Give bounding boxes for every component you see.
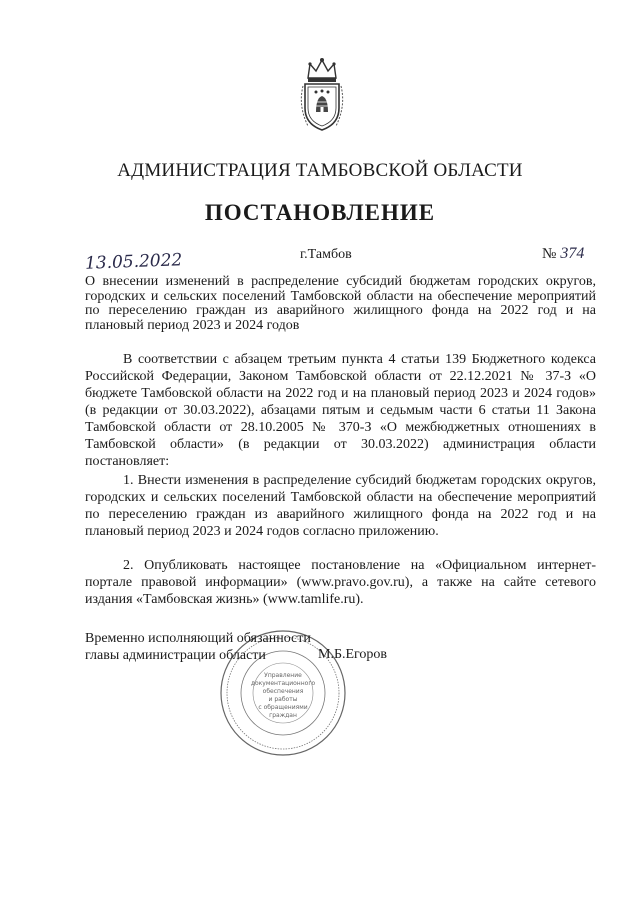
number-label: № (542, 246, 557, 262)
body-paragraph-preamble: В соответствии с абзацем третьим пункта 4 статьи 139 Бюджетного кодекса Российской Федерации, Законом Тамбовской области от 22.12.2021 № 37-З «О бюджете Тамбовской области на 2022 год и на плановый период 2023 и 2024 годов» (в редакции от 30.03.2022), абзацами пятым и седьмым части 6 статьи 11 Закона Тамбовской области от 28.10.2005 № 370-З «О межбюджетных отношениях в Тамбовской области» (в редакции от 30.03.2022) администрация области постановляет: (85, 352, 596, 469)
stamp-line-6: граждан (269, 712, 297, 719)
signature-block (85, 630, 311, 664)
stamp-line-2: документационного (250, 680, 316, 687)
body-paragraph-item-1: 1. Внести изменения в распределение субсидий бюджетам городских округов, городских и сельских поселений Тамбовской области на обеспечение мероприятий по переселению граждан из аварийного жилищного фонда на 2022 год и на плановый период 2023 и 2024 годов согласно приложению. (85, 473, 596, 539)
stamp-line-1: Управление (264, 672, 302, 679)
stamp-line-4: и работы (268, 696, 298, 703)
body-paragraph-item-2: 2. Опубликовать настоящее постановление на «Официальном интернет-портале правовой информации» (www.pravo.gov.ru), а также на сайте сетевого издания «Тамбовская жизнь» (www.tamlife.ru). (85, 558, 596, 607)
document-number (542, 245, 584, 263)
signature-position-line-2: главы администрации области (85, 648, 266, 663)
signatory-name: М.Б.Егоров (318, 647, 388, 662)
document-date: 13.05.2022 (84, 250, 183, 274)
number-value: 374 (560, 245, 585, 262)
document-type-title: ПОСТАНОВЛЕНИЕ (204, 200, 436, 225)
stamp-line-3: обеспечения (262, 688, 304, 695)
coat-of-arms-icon (296, 56, 348, 134)
signature-position-line-1: Временно исполняющий обязанности (85, 631, 311, 646)
organization-name: АДМИНИСТРАЦИЯ ТАМБОВСКОЙ ОБЛАСТИ (117, 160, 523, 181)
document-city: г.Тамбов (300, 247, 352, 262)
stamp-line-5: с обращениями (258, 704, 308, 711)
document-subject: О внесении изменений в распределение субсидий бюджетам городских округов, городских и сельских поселений Тамбовской области на обеспечение мероприятий по переселению граждан из аварийного жилищного фонда на 2022 год и на плановый период 2023 и 2024 годов (85, 274, 596, 333)
